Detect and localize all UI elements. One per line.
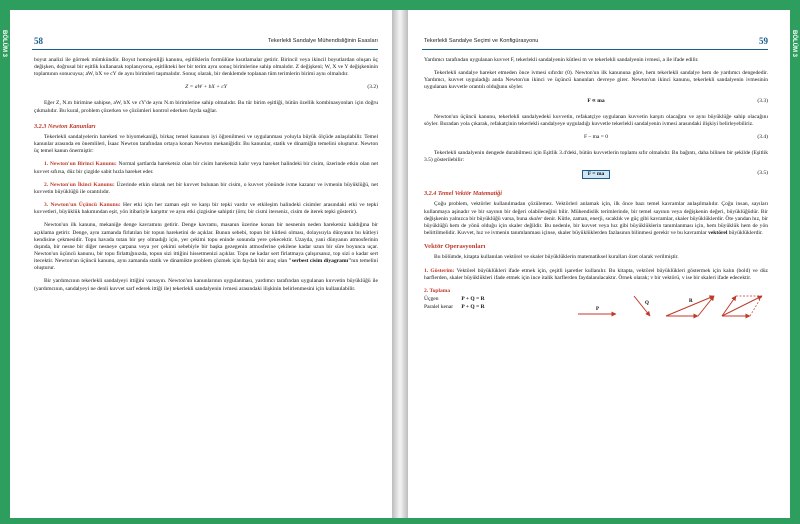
- vector-addition-figure: [574, 288, 764, 324]
- equation-3-5: [424, 170, 768, 182]
- label-q: Q: [645, 300, 649, 306]
- right-edge-tab: [790, 0, 800, 524]
- law-3-text: Her etki için her zaman eşit ve karşı bir tepki vardır ve etkileşim halindeki cisimler arasındaki etki ve tepki kuvvetleri, büyüklük bakımından eşit, yön itibariyle karşıttır ve aynı etki çizgisine sahiptir (örn; bir cismi iterseniz, cisim de iterek tepki gösterir).: [34, 202, 379, 216]
- equation-text: F ∝ ma: [587, 97, 605, 104]
- paragraph: [34, 222, 378, 272]
- subheading-vector-operations: Vektör Operasyonları: [424, 243, 486, 251]
- law-3: [34, 202, 378, 216]
- italic-term: skaler: [528, 215, 543, 222]
- law-3-title: 3. Newton'un Üçüncü Kanunu:: [44, 202, 121, 209]
- paragraph: Tekerlekli sandalyenin dengede durabilmesi için Eşitlik 3.4'deki, bütün kuvvetlerin toplamı sıfır olmalıdır. Bu bağıntı, daha bilinen bir şekilde (Eşitlik 3.5) gösterilebilir:: [424, 149, 768, 164]
- law-1-title: 1. Newton'un Birinci Kanunu:: [44, 161, 117, 168]
- right-page-running-title: Tekerlekli Sandalye Seçimi ve Konfigürasyonu: [424, 38, 539, 44]
- triangle-equation: P + Q = R: [461, 295, 485, 302]
- law-1-text: Normal şartlarda hareketsiz olan bir cisim hareketsiz kalır veya hareket halindeki bir cisim, üzerinde etkin olan net kuvvet sıfırsa, düz bir çizgide sabit hızla hareket eder.: [34, 161, 378, 175]
- paragraph: Tekerlekli sandalye hareket etmeden önce ivmesi sıfırdır (0). Newton'un ilk kanununa göre, hem tekerlekli sandalye hem de yardımcı dengededir. Yardımcı, kuvvet uyguladığı anda Newton'un ikinci ve üçüncü kanunları devreye girer. Newton'un ikinci kanunu, tekerlekli sandalyenin ivmesinin uygulanan kuvvetle orantılı olduğunu söyler.: [424, 70, 768, 91]
- parallelogram-equation: P + Q = R: [461, 303, 485, 310]
- bold-term: vektörel: [708, 230, 728, 237]
- text-run: Newton'un ilk kanunu, mekaniğe denge kavramını getirir. Denge kavramı, masanın üzerine konan bir nesnenin neden hareketsiz kaldığına bir açıklama getirir. Denge, aynı zamanda firlatılan bir topun hareketini de açıklar. Bunun sebebi, topun bir kütlesi olması, dolayısıyla dünyanın bu kütleyi kendisine çekmesidir. Topu havada tutan bir şey olmadığı için, yer çekimi topu eninde sonunda yere çekecektir. Uzayda, yani dünyanın atmosferinin dışında, bir nesne bir diğer nesneye çarpana veya yer çekimi sebebiyle bir başka gezegenin atmosferine çekilene kadar uzun bir süre boyunca uçar. Newton'un üçüncü kanunu, bir topu firlattığınızda, topun sizi ittiğini hissetmenizi açıklar. Topu ne kadar sert firlatmaya çalışırsanız, top sizi o kadar sert itecektir. Newton'un üçüncü kanunu, aynı zamanda statik ve dinamikte problem çözmek için faydalı bir araç olan: [34, 222, 378, 265]
- equation-number: (3.2): [367, 84, 378, 91]
- right-page-number: 59: [759, 36, 768, 46]
- parallelogram-label: Paralel kenar: [424, 303, 454, 310]
- text-run: Çoğu problem, vektörler kullanılmadan çözülemez. Vektörleri anlamak için, ilk önce bazı temel kavramlar anlaşılmalıdır. Çoğu insan, sayıları kullanmaya aşinadır ve bir sayının bir değeri olabileceğini bilir. Mühendislik terimlerinde, bir temel sayının veya değişkenin değeri, büyüklüğüdür. Bir değişkenin yalnızca bir büyüklüğü varsa, buna: [424, 201, 768, 222]
- equation-number: (3.3): [757, 97, 768, 104]
- equation-text: F – ma = 0: [583, 133, 609, 140]
- paragraph: Tekerlekli sandalyelerin hareketi ve biyomekaniği, birkaç temel kanunun iyi öğrenilmesi ve uygulanması yoluyla büyük ölçüde anlaşılabilir. Temel kanunlar arasında en önemlileri, İsaac Newton tarafından ortaya konan Newton mekaniğidir. Bu kanunlar, statik ve dinamiğin temelini oluşturur. Newton üç temel kanun önermiştir:: [34, 133, 378, 155]
- left-chapter-tab-label: BÖLÜM 3: [1, 30, 7, 57]
- left-edge-tab: [0, 0, 10, 524]
- section-heading-vector: 3.2.4 Temel Vektör Matematiği: [424, 190, 502, 198]
- bold-term: "serbest cisim diyagramı": [288, 258, 352, 265]
- paragraph: Newton'un üçüncü kanunu, tekerlekli sandalyedeki kuvvetin, refakatçiye uygulanan kuvvetin karşıtı olacağını ve aynı büyüklüğe sahip olacağını söyler. Buradan yola çıkarak, refakatçinin tekerlekli sandalyeye uyguladığı kuvvetle tekerlekli sandalyenin ivmesi arasındaki ilişkiyi belirleyebiliriz.: [424, 113, 768, 127]
- addition-parallelogram-row: [424, 304, 564, 311]
- text-run: denir. Kütle, zaman, enerji, sıcaklık ve güç gibi kavramlar, skaler büyüklüklerdir. Öte yandan hız, bir büyüklüğü hem de yönü olduğu için skaler değildir. Bu nedenle, bir kuvvet veya hız gibi büyüklüklerin tanımlanması için, hem büyüklük hem de yön belirtilmelidir. Kuvvet, hız ve ivmenin tanımlanması içinse, skaler büyüklüklerden fazlasının bilinmesi gerekir ve bu kavramlar: [424, 215, 768, 237]
- label-r: R: [689, 298, 693, 304]
- item-notation: [424, 268, 768, 282]
- vector-p-arrow: [578, 307, 616, 314]
- law-2-text: Üzerinde etkin olarak net bir kuvvet bulunan bir cisim, o kuvvet yönünde ivme kazanır ve ivmenin büyüklüğü, net kuvvetin büyüklüğü ile orantılıdır.: [34, 181, 379, 195]
- paragraph: Eğer Z, N.m birimine sahipse, aW, bX ve cY'de aynı N.m birimlerine sahip olmalıdır. Bu tür birim eşitliği, bütün özellik kombinasyonları için doğru çıkmalıdır. Bu kural, problem çözerken ve çözümleri kontrol ederken fayda sağlar.: [34, 100, 378, 114]
- addition-block: [424, 288, 768, 324]
- item-1-title: 1. Gösterim:: [424, 267, 455, 274]
- equation-number: (3.5): [757, 170, 768, 177]
- item-1-text: Vektörel büyüklükleri ifade etmek için, çeşitli işaretler kullanılır. Bu kitapta, vektörel büyüklükleri göstermek için kalın (bold) ve düz harflerden, skaler büyüklükleri ifade etmek için ince italik harflerden faydalanılacaktır. Örnek olarak; v bir vektörü, v ise bir skaleri ifade edecektir.: [424, 267, 768, 281]
- book-gutter: [392, 10, 408, 518]
- section-heading-newton: 3.2.3 Newton Kanunları: [34, 122, 96, 130]
- text-run: nın temelini oluşturur.: [34, 258, 378, 272]
- law-2: [34, 182, 378, 196]
- right-page: [408, 10, 790, 518]
- left-page-number: 58: [34, 36, 43, 46]
- left-page-running-title: Tekerlekli Sandalye Mühendisliğinin Esasları: [267, 38, 378, 44]
- paragraph: boyut analizi ile görmek mümkündür. Boyut homojenliği kanunu, eşitliklerin formülüne kısıtlamalar getirir. Birincil veya ikincil boyutlardan oluşan üç değişken, doğrusal bir eşitlik kullanarak toplanıyorsa, eşitlikteki her bir terim aynı sonuç birimlerine sahip olmalıdır. Z değişkeni; W, X ve Y değişkeninin toplamının sonucuysa; aW, bX ve cY de aynı birimleri taşımalıdır. Sonuç olarak, bir denklemde toplanan tüm terimlerin birimi aynı olmalıdır.: [34, 57, 378, 78]
- addition-triangle-row: [424, 296, 564, 303]
- equation-number: (3.4): [757, 133, 768, 140]
- paragraph: Bir yardımcının tekerlekli sandalyeyi ittiğini varsayın. Newton'un kanunlarının uygulanması, yardımcı tarafından uygulanan kuvvetin büyüklüğü ile (yardımcının, sandalyeyi ne denli kuvvet sarf ederek ittiği ile) tekerlekli sandalyenin ivmesi arasındaki ilişkinin belirlenmesini için kullanılabilir.: [34, 278, 378, 292]
- equation-text: Z = aW + bX + cY: [185, 84, 227, 91]
- right-page-header: [424, 36, 768, 48]
- label-p: P: [596, 306, 600, 312]
- left-page: [10, 10, 392, 518]
- left-header-rule: [32, 49, 378, 50]
- law-2-title: 2. Newton'un İkinci Kanunu:: [44, 181, 115, 188]
- right-chapter-tab-label: BÖLÜM 3: [791, 30, 797, 57]
- left-page-body: [34, 57, 378, 299]
- left-page-header: [34, 36, 378, 48]
- right-page-body: [424, 57, 768, 324]
- paragraph: [424, 201, 768, 237]
- equation-3-4: [424, 134, 768, 144]
- triangle-label: Üçgen: [424, 295, 439, 302]
- vector-q-arrow: [634, 296, 650, 316]
- right-header-rule: [422, 49, 768, 50]
- paragraph: Bu bölümde, kitapta kullanılan vektörel ve skaler büyüklüklerin matematiksel kuralları özet olarak verilmiştir.: [434, 254, 679, 261]
- triangle-diagram: [666, 296, 714, 316]
- parallelogram-diagram: [722, 296, 762, 316]
- text-run: büyüklüklerdir.: [728, 230, 763, 237]
- law-1: [34, 161, 378, 175]
- equation-3-3: [424, 98, 768, 108]
- equation-3-2: [34, 84, 378, 94]
- boxed-equation: F = ma: [582, 170, 611, 179]
- paragraph: Yardımcı tarafından uygulanan kuvvet F, tekerlekli sandalyenin kütlesi m ve tekerlekli sandalyenin ivmesi, a ile ifade edilir.: [424, 57, 699, 63]
- item-2-title: 2. Toplama: [424, 287, 451, 294]
